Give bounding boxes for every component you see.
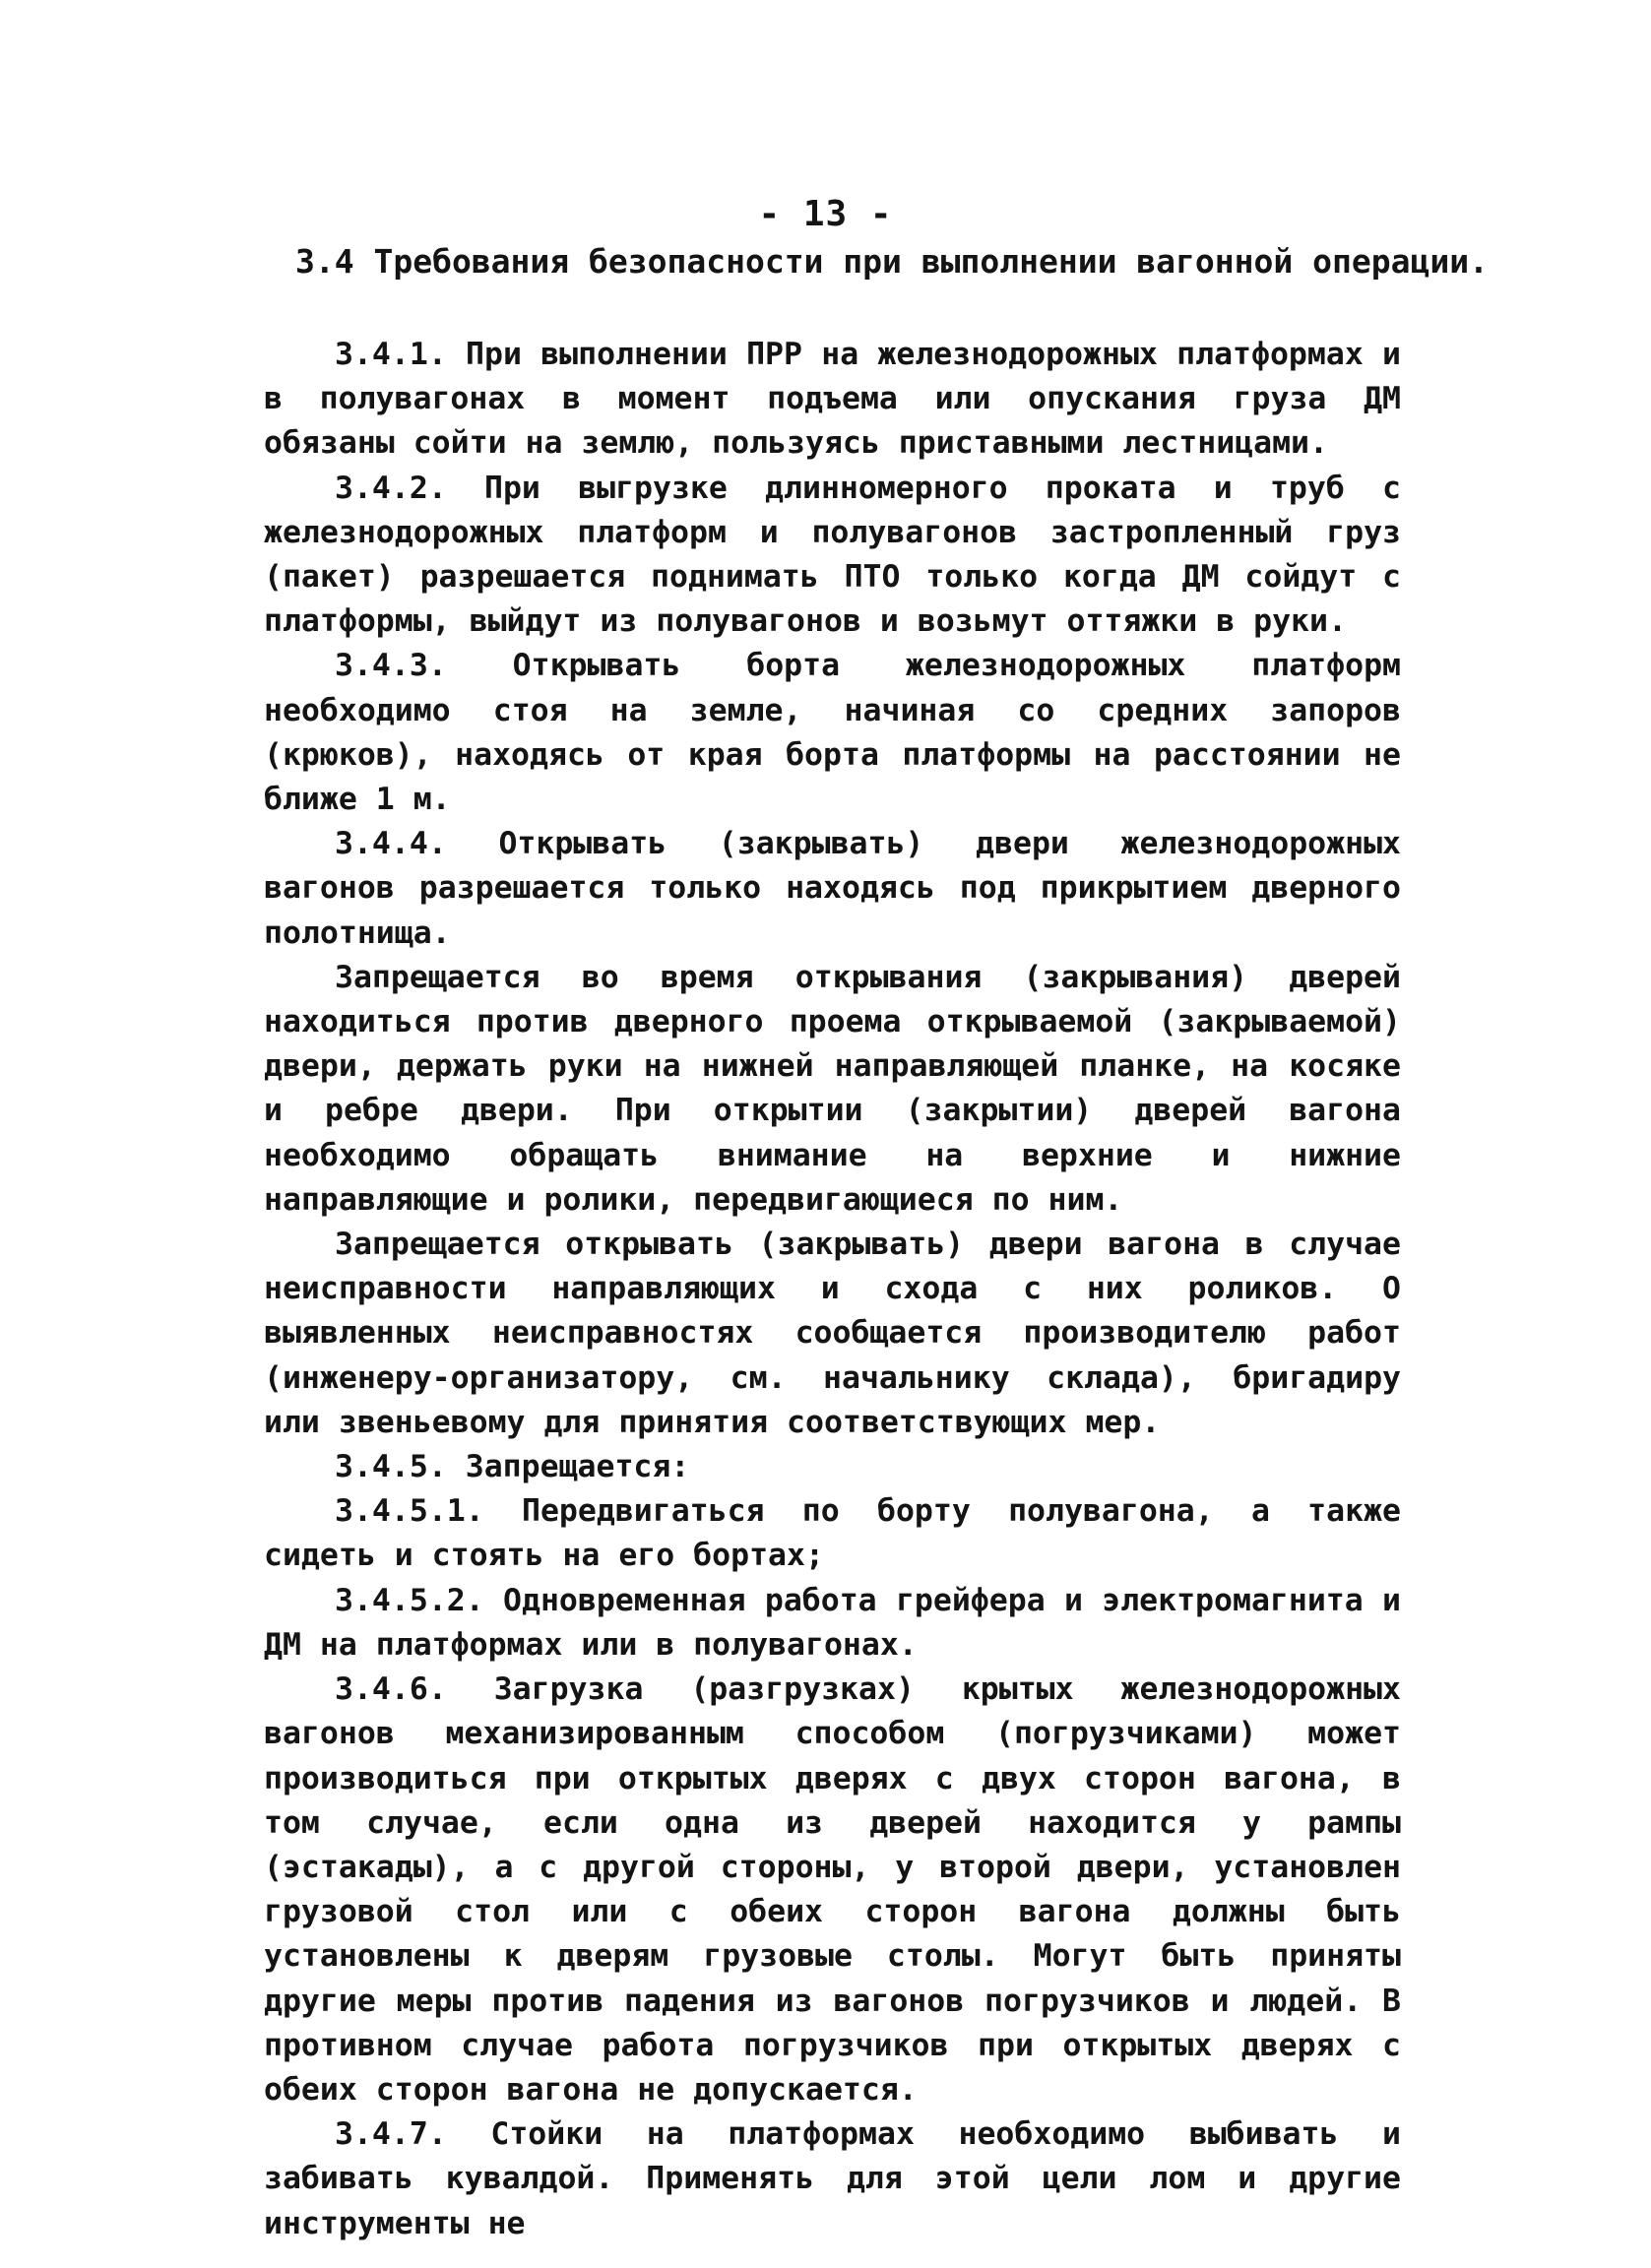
paragraph-3-4-3: 3.4.3. Открывать борта железнодорожных платформ необходимо стоя на земле, начиная со средних запоров (крюков), находясь от края борта платформы на расстоянии не ближе 1 м. [264, 648, 1401, 818]
paragraph-3-4-2: 3.4.2. При выгрузке длинномерного проката и труб с железнодорожных платформ и полувагонов застропленный груз (пакет) разрешается поднимать ПТО только когда ДМ сойдут с платформы, выйдут из полувагонов и возьмут оттяжки в руки. [264, 470, 1401, 640]
paragraph-door-malfunction: Запрещается открывать (закрывать) двери вагона в случае неисправности направляющих и схода с них роликов. О выявленных неисправностях сообщается производителю работ (инженеру-организатору, см. начальнику склада), бригадиру или звеньевому для принятия соответствующих мер. [264, 1227, 1401, 1440]
page-number: - 13 - [758, 194, 893, 234]
paragraph-3-4-5: 3.4.5. Запрещается: [335, 1449, 690, 1485]
paragraph-3-4-6: 3.4.6. Загрузка (разгрузках) крытых железнодорожных вагонов механизированным способом (погрузчиками) может производиться при открытых дверях с двух сторон вагона, в том случае, если одна из дверей находится у рампы (эстакады), а с другой стороны, у второй двери, установлен грузовой стол или с обеих сторон вагона должны быть установлены к дверям грузовые столы. Могут быть приняты другие меры против падения из вагонов погрузчиков и людей. В противном случае работа погрузчиков при открытых дверях с обеих сторон вагона не допускается. [264, 1671, 1401, 2108]
paragraph-3-4-1: 3.4.1. При выполнении ПРР на железнодорожных платформах и в полувагонах в момент подъема или опускания груза ДМ обязаны сойти на землю, пользуясь приставными лестницами. [264, 337, 1401, 462]
paragraph-door-prohibition: Запрещается во время открывания (закрывания) дверей находиться против дверного проема открываемой (закрываемой) двери, держать руки на нижней направляющей планке, на косяке и ребре двери. При открытии (закрытии) дверей вагона необходимо обращать внимание на верхние и нижние направляющие и ролики, передвигающиеся по ним. [264, 959, 1401, 1218]
paragraph-3-4-7: 3.4.7. Стойки на платформах необходимо выбивать и забивать кувалдой. Применять для этой цели лом и другие инструменты не [264, 2116, 1401, 2241]
paragraph-3-4-4: 3.4.4. Открывать (закрывать) двери железнодорожных вагонов разрешается только находясь под прикрытием дверного полотнища. [264, 826, 1401, 951]
paragraph-3-4-5-1: 3.4.5.1. Передвигаться по борту полувагона, а также сидеть и стоять на его бортах; [264, 1493, 1401, 1574]
body-text [264, 333, 1401, 2246]
paragraph-3-4-5-2: 3.4.5.2. Одновременная работа грейфера и электромагнита и ДМ на платформах или в полувагонах. [264, 1582, 1401, 1663]
section-title: 3.4 Требования безопасности при выполнении вагонной операции. [295, 242, 1489, 281]
